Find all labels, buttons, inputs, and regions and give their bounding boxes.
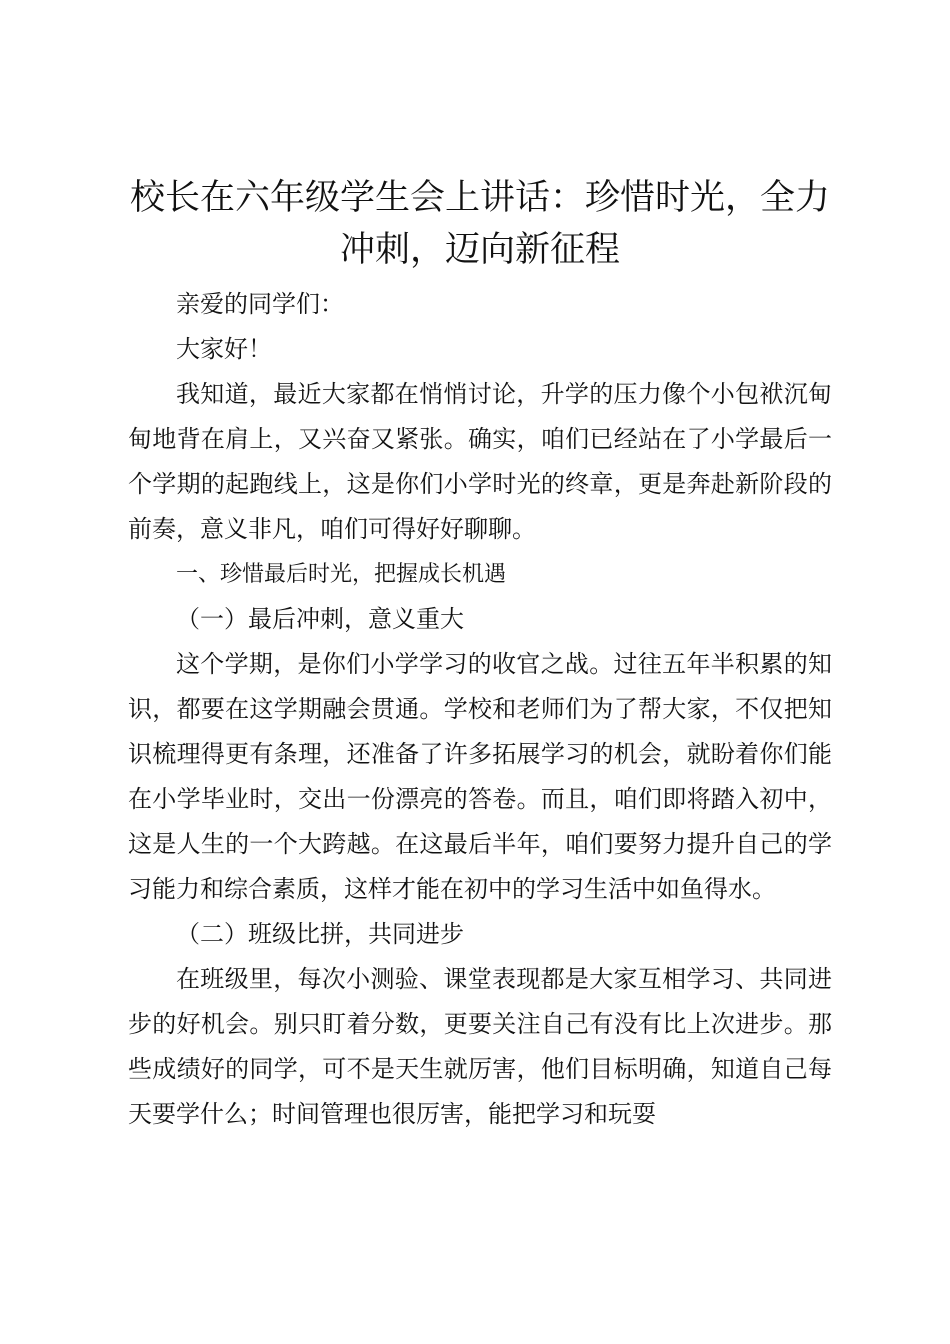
subsection-heading-2: （二）班级比拼，共同进步 (176, 920, 464, 948)
section-heading-1: 一、珍惜最后时光，把握成长机遇 (176, 562, 507, 587)
subsection-paragraph-1: 这个学期，是你们小学学习的收官之战。过往五年半积累的知识，都要在这学期融会贯通。学校和老师们为了帮大家，不仅把知识梳理得更有条理，还准备了许多拓展学习的机会，就盼着你们能在小学毕业时，交出一份漂亮的答卷。而且，咱们即将踏入初中，这是人生的一个大跨越。在这最后半年，咱们要努力提升自己的学习能力和综合素质，这样才能在初中的学习生活中如鱼得水。 (128, 650, 832, 903)
greeting: 亲爱的同学们： (176, 290, 344, 318)
intro-paragraph: 我知道，最近大家都在悄悄讨论，升学的压力像个小包袱沉甸甸地背在肩上，又兴奋又紧张。确实，咱们已经站在了小学最后一个学期的起跑线上，这是你们小学时光的终章，更是奔赴新阶段的前奏，意义非凡，咱们可得好好聊聊。 (128, 380, 832, 543)
document-title: 校长在六年级学生会上讲话：珍惜时光，全力冲刺，迈向新征程 (129, 178, 830, 270)
subsection-paragraph-2: 在班级里，每次小测验、课堂表现都是大家互相学习、共同进步的好机会。别只盯着分数，更要关注自己有没有比上次进步。那些成绩好的同学，可不是天生就厉害，他们目标明确，知道自己每天要学什么；时间管理也很厉害，能把学习和玩耍 (128, 965, 832, 1128)
document-page (128, 172, 832, 1137)
subsection-heading-1: （一）最后冲刺，意义重大 (176, 605, 464, 633)
hello-line: 大家好！ (176, 335, 272, 363)
